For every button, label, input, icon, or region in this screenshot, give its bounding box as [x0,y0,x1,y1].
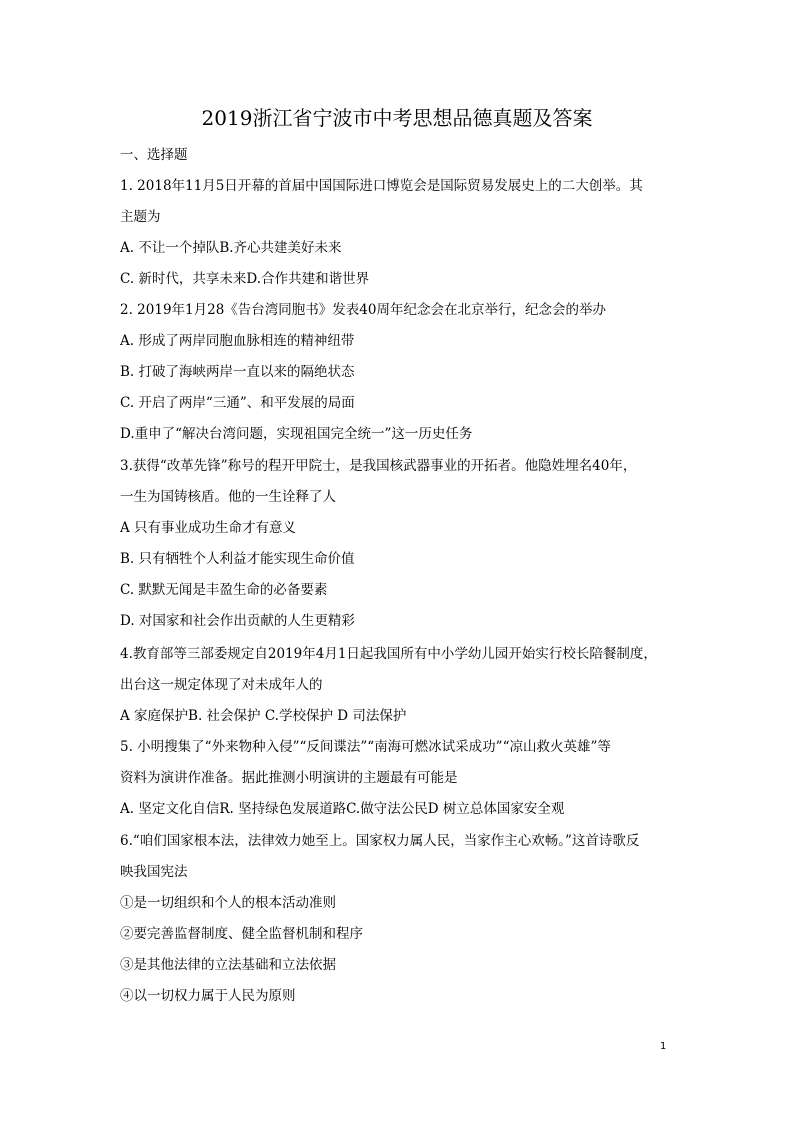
text-line: C. 默默无闻是丰盈生命的必备要素 [120,582,328,598]
text-line: C. 开启了两岸“三通”、和平发展的局面 [120,395,355,411]
section-heading: 一、选择题 [120,147,188,163]
text-line: 出台这一规定体现了对未成年人的 [120,677,323,693]
text-line: A 只有事业成功生命才有意义 [120,520,297,536]
text-line: D.重申了“解决台湾问题，实现祖国完全统一”这一历史任务 [120,426,473,442]
text-line: A 家庭保护B. 社会保护 C.学校保护 D 司法保护 [120,708,407,724]
text-line: A. 不让一个掉队B.齐心共建美好未来 [120,240,342,256]
page-number: 1 [660,1041,667,1052]
document-title: 2019浙江省宁波市中考思想品德真题及答案 [201,106,593,130]
text-line: ②要完善监督制度、健全监督机制和程序 [120,926,363,942]
text-line: A. 形成了两岸同胞血脉相连的精神纽带 [120,333,355,349]
text-line: 主题为 [120,209,161,225]
text-line: C. 新时代，共享未来D.合作共建和谐世界 [120,271,370,287]
text-line: 6.“咱们国家根本法，法律效力她至上。国家权力属人民，当家作主心欢畅。”这首诗歌反 [120,833,640,849]
text-line: ③是其他法律的立法基础和立法依据 [120,957,336,973]
text-line: A. 坚定文化自信R. 坚持绿色发展道路C.做守法公民D 树立总体国家安全观 [120,801,565,817]
text-line: D. 对国家和社会作出贡献的人生更精彩 [120,613,355,629]
text-line: 3.获得“改革先锋”称号的程开甲院士，是我国核武器事业的开拓者。他隐姓埋名40年， [120,458,637,474]
text-line: B. 只有牺牲个人利益才能实现生命价值 [120,551,355,567]
text-line: 资料为演讲作准备。据此推测小明演讲的主题最有可能是 [120,770,458,786]
text-line: ①是一切组织和个人的根本活动准则 [120,895,336,911]
text-line: 映我国宪法 [120,864,188,880]
text-line: 2. 2019年1月28《告台湾同胞书》发表40周年纪念会在北京举行，纪念会的举办 [120,302,606,318]
text-line: 1. 2018年11月5日开幕的首届中国国际进口博览会是国际贸易发展史上的二大创举。其 [120,178,643,194]
text-line: 5. 小明搜集了“外来物种入侵”“反间谍法”“南海可燃冰试采成功”“凉山救火英雄”等 [120,739,611,755]
text-line: B. 打破了海峡两岸一直以来的隔绝状态 [120,364,355,380]
text-line: 一生为国铸核盾。他的一生诠释了人 [120,489,336,505]
text-line: 4.教育部等三部委规定自2019年4月1日起我国所有中小学幼儿园开始实行校长陪餐制度， [120,646,657,662]
text-line: ④以一切权力属于人民为原则 [120,988,296,1004]
